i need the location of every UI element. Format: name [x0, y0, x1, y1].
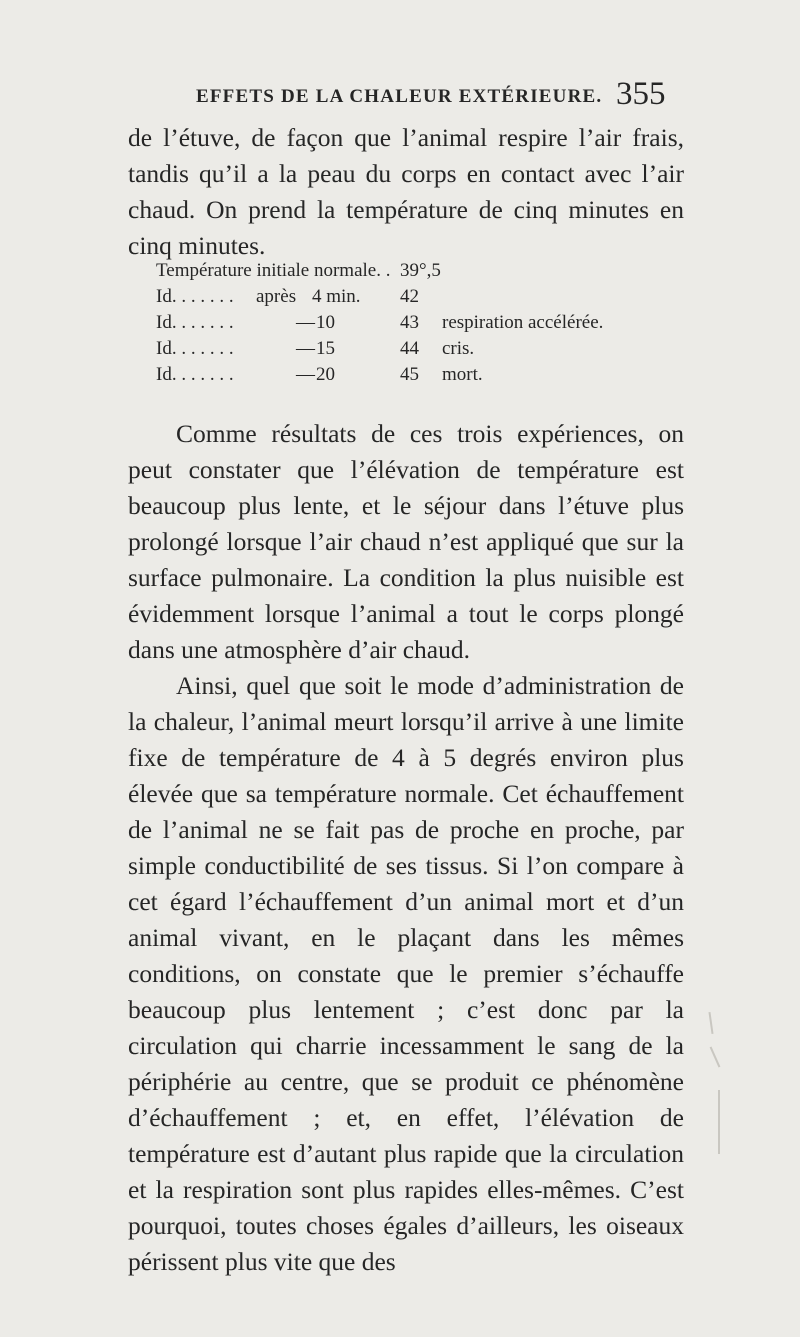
running-head: [0, 76, 800, 112]
table-row: [156, 258, 716, 284]
row-note: mort.: [442, 364, 483, 385]
table-row: [156, 336, 716, 362]
row-time: 4 min.: [312, 286, 361, 307]
row-temperature: 44: [400, 338, 419, 359]
row-dash: —: [296, 312, 315, 333]
row-note: cris.: [442, 338, 475, 359]
row-label: Id. . . . . . .: [156, 364, 234, 385]
table-row: [156, 362, 716, 388]
paragraph-text: Ainsi, quel que soit le mode d’administration de la chaleur, l’animal meurt lorsqu’il arrive à une limite fixe de température de 4 à 5 degrés environ plus élevée que sa température normale. Cet échauffement de l’animal ne se fait pas de proche en proche, par simple conductibilité de ses tissus. Si l’on compare à cet égard l’échauffement d’un animal mort et d’un animal vivant, en le plaçant dans les mêmes conditions, on constate que le premier s’échauffe beaucoup plus lentement ; c’est donc par la circulation qui charrie incessamment le sang de la périphérie au centre, que se produit ce phénomène d’échauffement ; et, en effet, l’élévation de température est d’autant plus rapide que la circulation et la respiration sont plus rapides elles-mêmes. C’est pourquoi, toutes choses égales d’ailleurs, les oiseaux périssent plus vite que des: [128, 671, 684, 1276]
row-after: après: [256, 286, 297, 307]
paper-scratch: [718, 1090, 720, 1154]
paragraph-text: Comme résultats de ces trois expériences, on peut constater que l’élévation de température est beaucoup plus lente, et le séjour dans l’étuve plus prolongé lorsque l’air chaud n’est appliqué que sur la surface pulmonaire. La condition la plus nuisible est évidemment lorsque l’animal a tout le corps plongé dans une atmosphère d’air chaud.: [128, 419, 684, 664]
row-time: 10: [316, 312, 335, 333]
paragraph-intro: [128, 120, 684, 264]
row-dash: —: [296, 338, 315, 359]
row-label: Température initiale normale. .: [156, 260, 391, 281]
temperature-table: [156, 258, 716, 388]
row-label: Id. . . . . . .: [156, 312, 234, 333]
row-temperature: 45: [400, 364, 419, 385]
table-row: [156, 284, 716, 310]
row-note: respiration accélérée.: [442, 312, 604, 333]
page-number: 355: [616, 76, 666, 112]
row-label: Id. . . . . . .: [156, 338, 234, 359]
paragraph-text: de l’étuve, de façon que l’animal respire l’air frais, tandis qu’il a la peau du corps en contact avec l’air chaud. On prend la température de cinq minutes en cinq minutes.: [128, 123, 684, 260]
row-dash: —: [296, 364, 315, 385]
row-temperature: 39°,5: [400, 260, 441, 281]
row-time: 15: [316, 338, 335, 359]
paper-scratch: [710, 1047, 721, 1068]
paragraph-results: [128, 416, 684, 1280]
table-row: [156, 310, 716, 336]
row-temperature: 43: [400, 312, 419, 333]
paper-scratch: [708, 1012, 713, 1034]
row-label: Id. . . . . . .: [156, 286, 234, 307]
running-title: EFFETS DE LA CHALEUR EXTÉRIEURE.: [196, 86, 603, 107]
row-temperature: 42: [400, 286, 419, 307]
row-time: 20: [316, 364, 335, 385]
